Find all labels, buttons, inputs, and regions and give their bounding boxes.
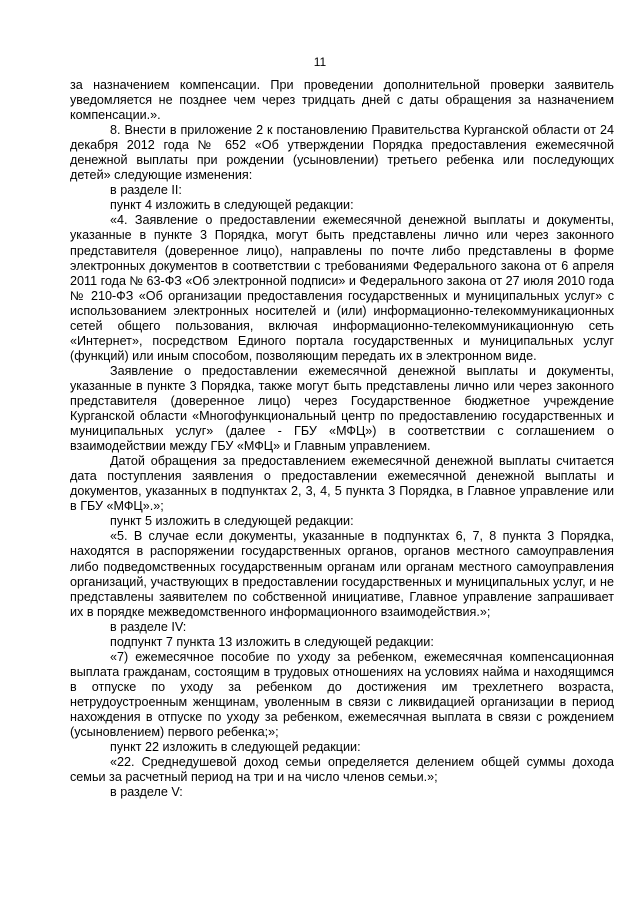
page-number: 11 [313, 55, 327, 69]
paragraph: Заявление о предоставлении ежемесячной денежной выплаты и документы, указанные в пункте 3 Порядка, также могут быть представлены лично или через законного представителя (доверенное лицо) через Государственное бюджетное учреждение Курганской области «Многофункциональный центр по предоставлению государственных и муниципальных услуг» (далее - ГБУ «МФЦ») в соответствии с соглашением о взаимодействии между ГБУ «МФЦ» и Главным управлением. [70, 363, 614, 454]
paragraph: пункт 4 изложить в следующей редакции: [110, 198, 354, 213]
paragraph: в разделе V: [110, 785, 183, 800]
document-body [70, 78, 614, 800]
paragraph: 8. Внести в приложение 2 к постановлению Правительства Курганской области от 24 декабря 2012 года № 652 «Об утверждении Порядка предоставления ежемесячной денежной выплаты при рождении (усыновлении) третьего ребенка или последующих детей» следующие изменения: [70, 123, 614, 183]
paragraph: в разделе II: [110, 183, 182, 198]
paragraph: подпункт 7 пункта 13 изложить в следующей редакции: [110, 634, 434, 649]
paragraph: пункт 22 изложить в следующей редакции: [110, 740, 361, 755]
paragraph: «4. Заявление о предоставлении ежемесячной денежной выплаты и документы, указанные в пункте 3 Порядка, могут быть представлены лично или через законного представителя (доверенное лицо), направлены по почте либо представлены в форме электронных документов в соответствии с требованиями Федерального закона от 6 апреля 2011 года № 63-ФЗ «Об электронной подписи» и Федерального закона от 27 июля 2010 года № 210-ФЗ «Об организации предоставления государственных и муниципальных услуг» с использованием электронных носителей и (или) информационно-телекоммуникационных сетей общего пользования, включая информационно-телекоммуникационную сеть «Интернет», посредством Единого портала государственных и муниципальных услуг (функций) или иным способом, позволяющим передать их в электронном виде. [70, 213, 614, 363]
paragraph: Датой обращения за предоставлением ежемесячной денежной выплаты считается дата поступления заявления о предоставлении ежемесячной денежной выплаты и документов, указанных в подпунктах 2, 3, 4, 5 пункта 3 Порядка, в Главное управление или в ГБУ «МФЦ».»; [70, 454, 614, 514]
paragraph: «7) ежемесячное пособие по уходу за ребенком, ежемесячная компенсационная выплата гражданам, состоящим в трудовых отношениях на условиях найма и находящимся в отпуске по уходу за ребенком до достижения им трехлетнего возраста, нетрудоустроенным женщинам, уволенным в связи с ликвидацией организации в период нахождения в отпуске по уходу за ребенком, ежемесячная выплата в связи с рождением (усыновлением) первого ребенка;»; [70, 649, 614, 740]
paragraph: «22. Среднедушевой доход семьи определяется делением общей суммы дохода семьи за расчетный период на три и на число членов семьи.»; [70, 755, 614, 785]
paragraph: в разделе IV: [110, 619, 187, 634]
paragraph: за назначением компенсации. При проведении дополнительной проверки заявитель уведомляется не позднее чем через тридцать дней с даты обращения за назначением компенсации.». [70, 78, 614, 123]
paragraph: «5. В случае если документы, указанные в подпунктах 6, 7, 8 пункта 3 Порядка, находятся в распоряжении государственных органов, органов местного самоуправления либо подведомственных государственным органам или органам местного самоуправления организаций, участвующих в предоставлении государственных и муниципальных услуг, и не представлены заявителем по собственной инициативе, Главное управление запрашивает их в порядке межведомственного информационного взаимодействия.»; [70, 529, 614, 619]
paragraph: пункт 5 изложить в следующей редакции: [110, 514, 354, 529]
